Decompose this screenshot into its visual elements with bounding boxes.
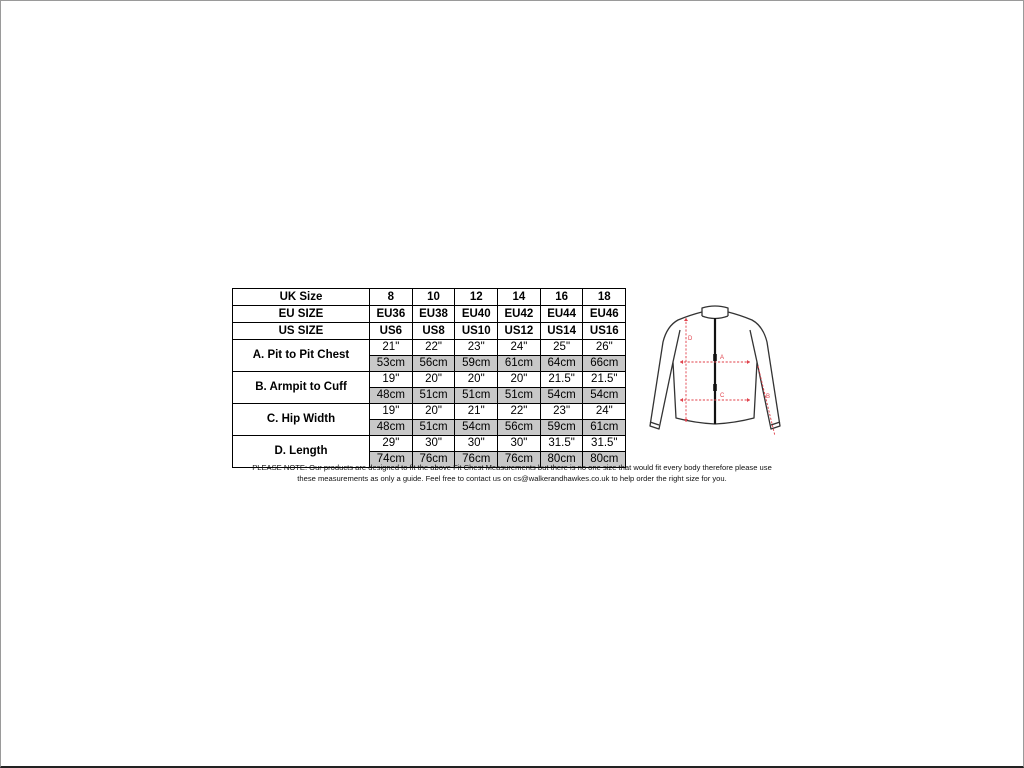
us-size-cell: US8 <box>412 323 455 340</box>
inch-cell: 29" <box>370 436 413 452</box>
fit-note-line: PLEASE NOTE: Our products are designed to fit the above Fit Chest Measurements but there is no one size that would fit every body therefore please use <box>252 463 772 472</box>
cm-cell: 74cm <box>370 452 413 468</box>
inch-cell: 25" <box>540 340 583 356</box>
label-a-marker: A <box>720 355 725 361</box>
eu-size-cell: EU40 <box>455 306 498 323</box>
cm-cell: 80cm <box>583 452 626 468</box>
eu-size-label: EU SIZE <box>233 306 370 323</box>
inch-cell: 20" <box>412 404 455 420</box>
inch-cell: 20" <box>412 372 455 388</box>
label-c-marker: C <box>720 393 725 399</box>
inch-cell: 31.5" <box>540 436 583 452</box>
inch-cell: 24" <box>583 404 626 420</box>
inch-cell: 22" <box>412 340 455 356</box>
measurement-label-hip: C. Hip Width <box>233 404 370 436</box>
inch-cell: 21.5" <box>540 372 583 388</box>
inch-cell: 20" <box>455 372 498 388</box>
uk-size-row <box>233 289 626 306</box>
cm-cell: 76cm <box>412 452 455 468</box>
cm-cell: 56cm <box>498 420 541 436</box>
cm-cell: 54cm <box>455 420 498 436</box>
measurement-row-inches <box>233 436 626 452</box>
inch-cell: 23" <box>455 340 498 356</box>
inch-cell: 24" <box>498 340 541 356</box>
fit-note-line: these measurements as only a guide. Feel free to contact us on cs@walkerandhawkes.co.uk to help order the right size for you. <box>297 474 727 483</box>
cm-cell: 51cm <box>412 420 455 436</box>
measurement-row-inches <box>233 404 626 420</box>
cm-cell: 48cm <box>370 388 413 404</box>
cm-cell: 61cm <box>583 420 626 436</box>
cm-cell: 59cm <box>455 356 498 372</box>
us-size-cell: US14 <box>540 323 583 340</box>
zip-pull <box>713 354 717 361</box>
inch-cell: 26" <box>583 340 626 356</box>
uk-size-cell: 12 <box>455 289 498 306</box>
cm-cell: 51cm <box>498 388 541 404</box>
uk-size-cell: 16 <box>540 289 583 306</box>
cm-cell: 66cm <box>583 356 626 372</box>
cm-cell: 80cm <box>540 452 583 468</box>
measurement-row-inches <box>233 372 626 388</box>
inch-cell: 30" <box>412 436 455 452</box>
inch-cell: 30" <box>498 436 541 452</box>
uk-size-cell: 14 <box>498 289 541 306</box>
cm-cell: 48cm <box>370 420 413 436</box>
cm-cell: 59cm <box>540 420 583 436</box>
uk-size-cell: 8 <box>370 289 413 306</box>
us-size-cell: US6 <box>370 323 413 340</box>
us-size-cell: US12 <box>498 323 541 340</box>
us-size-label: US SIZE <box>233 323 370 340</box>
cm-cell: 61cm <box>498 356 541 372</box>
eu-size-cell: EU44 <box>540 306 583 323</box>
inch-cell: 30" <box>455 436 498 452</box>
inch-cell: 31.5" <box>583 436 626 452</box>
inch-cell: 22" <box>498 404 541 420</box>
inch-cell: 21" <box>370 340 413 356</box>
label-b-marker: B <box>766 394 771 400</box>
cm-cell: 76cm <box>498 452 541 468</box>
cm-cell: 76cm <box>455 452 498 468</box>
cm-cell: 54cm <box>540 388 583 404</box>
label-d-marker: D <box>688 336 693 342</box>
eu-size-cell: EU42 <box>498 306 541 323</box>
eu-size-row <box>233 306 626 323</box>
zip-pull <box>713 384 717 391</box>
uk-size-label: UK Size <box>233 289 370 306</box>
us-size-cell: US10 <box>455 323 498 340</box>
measurement-label-chest: A. Pit to Pit Chest <box>233 340 370 372</box>
uk-size-cell: 10 <box>412 289 455 306</box>
measurement-label-sleeve: B. Armpit to Cuff <box>233 372 370 404</box>
eu-size-cell: EU36 <box>370 306 413 323</box>
inch-cell: 21" <box>455 404 498 420</box>
us-size-row <box>233 323 626 340</box>
eu-size-cell: EU46 <box>583 306 626 323</box>
measurement-label-length: D. Length <box>233 436 370 468</box>
cm-cell: 51cm <box>455 388 498 404</box>
us-size-cell: US16 <box>583 323 626 340</box>
measurement-row-inches <box>233 340 626 356</box>
fit-note <box>232 462 792 484</box>
size-chart-table <box>232 288 626 468</box>
uk-size-cell: 18 <box>583 289 626 306</box>
cm-cell: 54cm <box>583 388 626 404</box>
inch-cell: 19" <box>370 372 413 388</box>
cm-cell: 56cm <box>412 356 455 372</box>
cm-cell: 51cm <box>412 388 455 404</box>
cm-cell: 53cm <box>370 356 413 372</box>
inch-cell: 23" <box>540 404 583 420</box>
eu-size-cell: EU38 <box>412 306 455 323</box>
inch-cell: 20" <box>498 372 541 388</box>
jacket-diagram <box>640 300 790 450</box>
inch-cell: 19" <box>370 404 413 420</box>
cm-cell: 64cm <box>540 356 583 372</box>
inch-cell: 21.5" <box>583 372 626 388</box>
